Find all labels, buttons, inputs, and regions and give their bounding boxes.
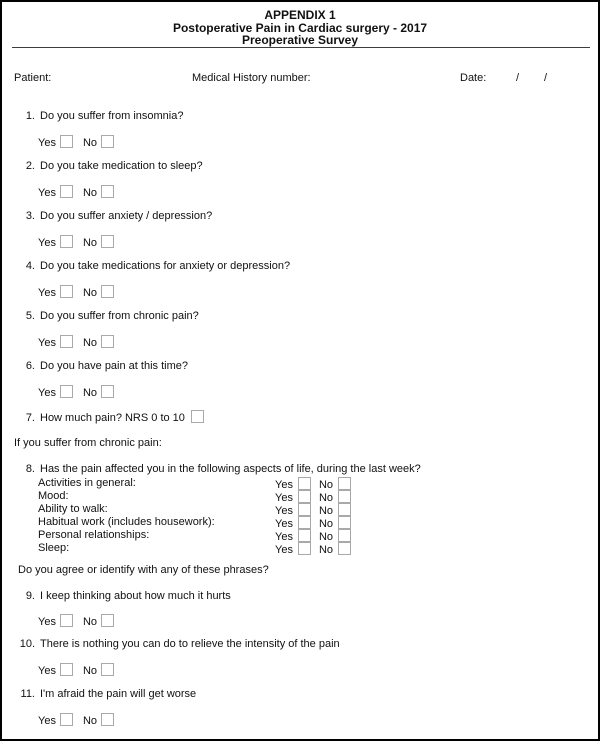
question-4-number: 4. [25, 260, 35, 272]
question-5 [2, 310, 199, 323]
no-label: No [82, 616, 98, 628]
no-label: No [82, 287, 98, 299]
sub-item-answers [275, 542, 351, 557]
sub-item-label: Habitual work (includes housework): [38, 516, 215, 528]
header-divider [12, 47, 590, 48]
no-label: No [318, 518, 334, 530]
yes-label: Yes [38, 287, 56, 299]
question-8 [2, 463, 421, 476]
checkbox-q9-no[interactable] [101, 614, 114, 627]
checkbox-q2-yes[interactable] [60, 185, 73, 198]
sub-item-label: Personal relationships: [38, 529, 150, 541]
checkbox-q3-no[interactable] [101, 235, 114, 248]
checkbox-q8-work-no[interactable] [338, 516, 351, 529]
question-4-text: Do you take medications for anxiety or depression? [40, 260, 291, 272]
question-5-number: 5. [25, 310, 35, 322]
question-6-answers [38, 385, 114, 400]
question-2-number: 2. [25, 160, 35, 172]
no-label: No [318, 505, 334, 517]
question-1-number: 1. [25, 110, 35, 122]
question-11-number: 11. [20, 688, 35, 700]
question-6-text: Do you have pain at this time? [40, 360, 188, 372]
yes-label: Yes [38, 237, 56, 249]
checkbox-q8-activities-no[interactable] [338, 477, 351, 490]
question-9 [2, 590, 231, 603]
question-10-answers [38, 663, 114, 678]
checkbox-q10-yes[interactable] [60, 663, 73, 676]
question-9-number: 9. [25, 590, 35, 602]
question-11-answers [38, 713, 114, 728]
question-3-text: Do you suffer anxiety / depression? [40, 210, 213, 222]
sub-item-label: Mood: [38, 490, 69, 502]
appendix-title: APPENDIX 1 [264, 8, 336, 22]
checkbox-q4-yes[interactable] [60, 285, 73, 298]
phrases-intro: Do you agree or identify with any of these phrases? [18, 564, 269, 576]
checkbox-q8-work-yes[interactable] [298, 516, 311, 529]
no-label: No [318, 531, 334, 543]
sub-item-label: Sleep: [38, 542, 70, 554]
checkbox-q4-no[interactable] [101, 285, 114, 298]
yes-label: Yes [275, 492, 293, 504]
question-10 [2, 638, 340, 651]
checkbox-q8-sleep-no[interactable] [338, 542, 351, 555]
no-label: No [82, 137, 98, 149]
patient-label: Patient: [14, 72, 52, 84]
no-label: No [82, 187, 98, 199]
checkbox-q9-yes[interactable] [60, 614, 73, 627]
yes-label: Yes [275, 544, 293, 556]
date-slash-2: / [544, 72, 548, 84]
question-11-text: I'm afraid the pain will get worse [40, 688, 197, 700]
checkbox-q6-no[interactable] [101, 385, 114, 398]
yes-label: Yes [38, 137, 56, 149]
question-6 [2, 360, 188, 373]
no-label: No [82, 237, 98, 249]
question-8-number: 8. [25, 463, 35, 475]
question-2-answers [38, 185, 114, 200]
checkbox-q11-yes[interactable] [60, 713, 73, 726]
yes-label: Yes [275, 531, 293, 543]
date-label: Date: [460, 72, 487, 84]
chronic-pain-intro: If you suffer from chronic pain: [14, 437, 162, 449]
question-11 [2, 688, 196, 701]
checkbox-q8-sleep-yes[interactable] [298, 542, 311, 555]
checkbox-q11-no[interactable] [101, 713, 114, 726]
yes-label: Yes [38, 337, 56, 349]
yes-label: Yes [38, 187, 56, 199]
checkbox-q2-no[interactable] [101, 185, 114, 198]
date-slash-1: / [516, 72, 520, 84]
checkbox-q1-yes[interactable] [60, 135, 73, 148]
checkbox-q8-mood-no[interactable] [338, 490, 351, 503]
question-1 [2, 110, 183, 123]
question-6-number: 6. [25, 360, 35, 372]
question-7-number: 7. [25, 412, 35, 424]
question-10-number: 10. [19, 638, 35, 650]
checkbox-q8-activities-yes[interactable] [298, 477, 311, 490]
yes-label: Yes [275, 479, 293, 491]
question-5-answers [38, 335, 114, 350]
checkbox-q8-mood-yes[interactable] [298, 490, 311, 503]
checkbox-q5-no[interactable] [101, 335, 114, 348]
checkbox-q8-walk-no[interactable] [338, 503, 351, 516]
yes-label: Yes [38, 665, 56, 677]
checkbox-q5-yes[interactable] [60, 335, 73, 348]
checkbox-q8-walk-yes[interactable] [298, 503, 311, 516]
yes-label: Yes [38, 616, 56, 628]
question-3-number: 3. [25, 210, 35, 222]
question-5-text: Do you suffer from chronic pain? [40, 310, 199, 322]
checkbox-q8-relationships-yes[interactable] [298, 529, 311, 542]
question-9-answers [38, 614, 114, 629]
question-2-text: Do you take medication to sleep? [40, 160, 203, 172]
medical-history-label: Medical History number: [192, 72, 311, 84]
yes-label: Yes [275, 505, 293, 517]
no-label: No [318, 492, 334, 504]
no-label: No [82, 665, 98, 677]
no-label: No [318, 479, 334, 491]
yes-label: Yes [38, 387, 56, 399]
question-9-text: I keep thinking about how much it hurts [40, 590, 231, 602]
question-7-text: How much pain? NRS 0 to 10 [40, 412, 185, 424]
checkbox-q10-no[interactable] [101, 663, 114, 676]
checkbox-q3-yes[interactable] [60, 235, 73, 248]
checkbox-q1-no[interactable] [101, 135, 114, 148]
question-1-text: Do you suffer from insomnia? [40, 110, 184, 122]
question-7 [2, 410, 204, 425]
no-label: No [82, 715, 98, 727]
study-title: Postoperative Pain in Cardiac surgery - 2017 [172, 21, 428, 35]
question-10-text: There is nothing you can do to relieve the intensity of the pain [40, 638, 340, 650]
yes-label: Yes [38, 715, 56, 727]
no-label: No [82, 337, 98, 349]
question-3 [2, 210, 212, 223]
no-label: No [82, 387, 98, 399]
question-3-answers [38, 235, 114, 250]
checkbox-q8-relationships-no[interactable] [338, 529, 351, 542]
question-2 [2, 160, 203, 173]
question-4 [2, 260, 290, 273]
question-1-answers [38, 135, 114, 150]
sub-item-label: Ability to walk: [38, 503, 108, 515]
checkbox-q7-nrs-score[interactable] [191, 410, 204, 423]
question-8-text: Has the pain affected you in the following aspects of life, during the last week? [40, 463, 421, 475]
yes-label: Yes [275, 518, 293, 530]
question-4-answers [38, 285, 114, 300]
sub-item-label: Activities in general: [38, 477, 136, 489]
checkbox-q6-yes[interactable] [60, 385, 73, 398]
survey-subtitle: Preoperative Survey [241, 33, 359, 47]
no-label: No [318, 544, 334, 556]
